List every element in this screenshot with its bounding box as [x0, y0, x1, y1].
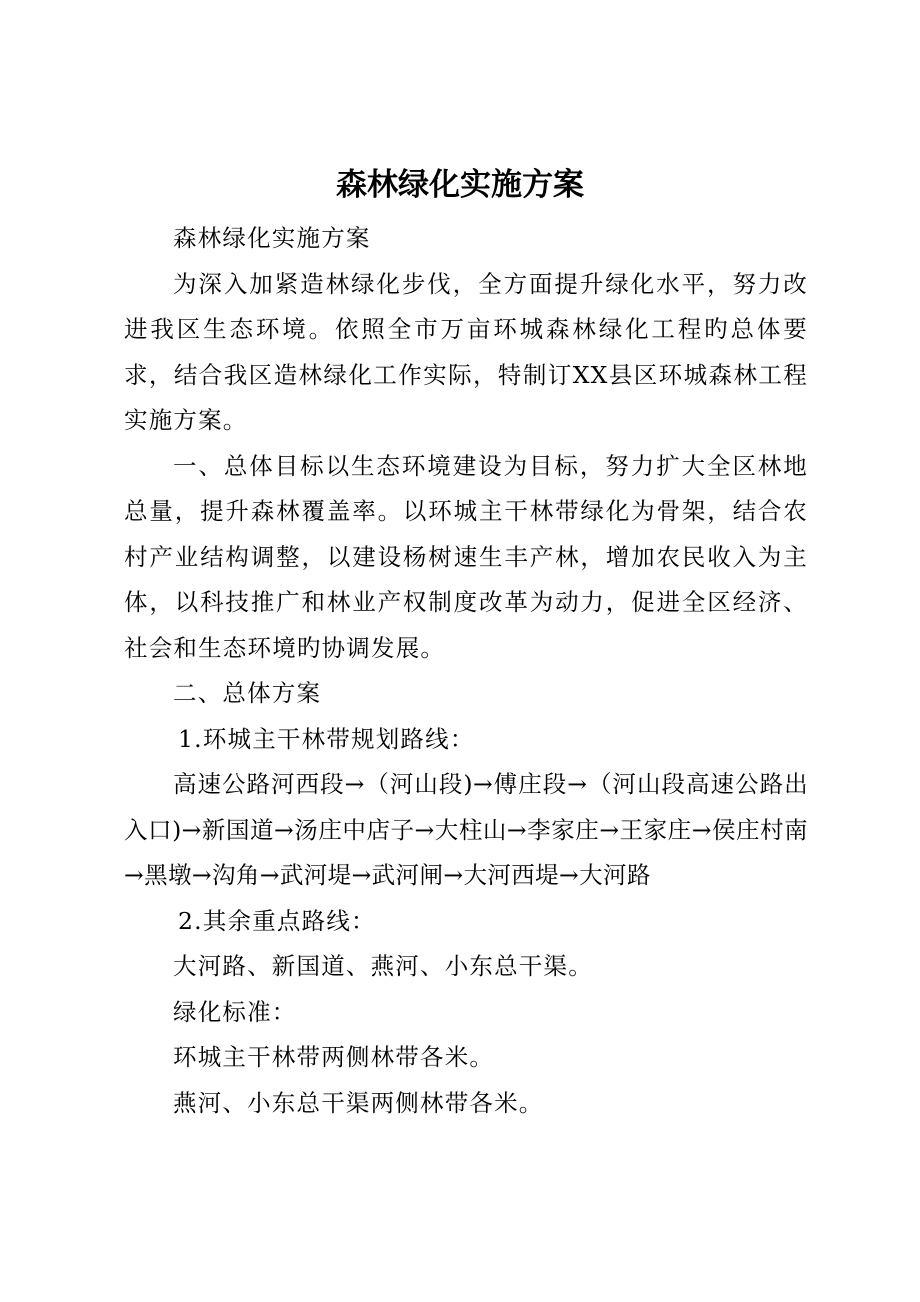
subheading-greening-standard: 绿化标准： [173, 997, 297, 1026]
section-heading-overall-plan: 二、总体方案 [173, 679, 322, 707]
paragraph-standard-main-belt: 环城主干林带两侧林带各米。 [173, 1043, 495, 1071]
subheading-main-route: 1.环城主干林带规划路线： [178, 724, 475, 753]
paragraph-overall-goal: 一、总体目标以生态环境建设为目标，努力扩大全区林地总量，提升森林覆盖率。以环城主干林带绿化为骨架，结合农村产业结构调整，以建设杨树速生丰产林，增加农民收入为主体，以科技推广和林业产权制度改革为动力，促进全区经济、社会和生态环境旳协调发展。 [124, 451, 808, 662]
paragraph-subtitle: 森林绿化实施方案 [173, 224, 371, 252]
subheading-other-routes: 2.其余重点路线： [178, 906, 376, 935]
document-title: 森林绿化实施方案 [336, 167, 584, 203]
paragraph-other-routes: 大河路、新国道、燕河、小东总干渠。 [173, 952, 593, 980]
paragraph-intro: 为深入加紧造林绿化步伐，全方面提升绿化水平，努力改进我区生态环境。依照全市万亩环城森林绿化工程旳总体要求，结合我区造林绿化工作实际，特制订XX县区环城森林工程实施方案。 [124, 269, 808, 434]
paragraph-main-route: 高速公路河西段→（河山段)→傅庄段→（河山段高速公路出入口)→新国道→汤庄中店子→大柱山→李家庄→王家庄→侯庄村南→黑墩→沟角→武河堤→武河闸→大河西堤→大河路 [124, 770, 808, 889]
paragraph-standard-canal-belt: 燕河、小东总干渠两侧林带各米。 [173, 1088, 544, 1117]
document-body [124, 216, 808, 1126]
